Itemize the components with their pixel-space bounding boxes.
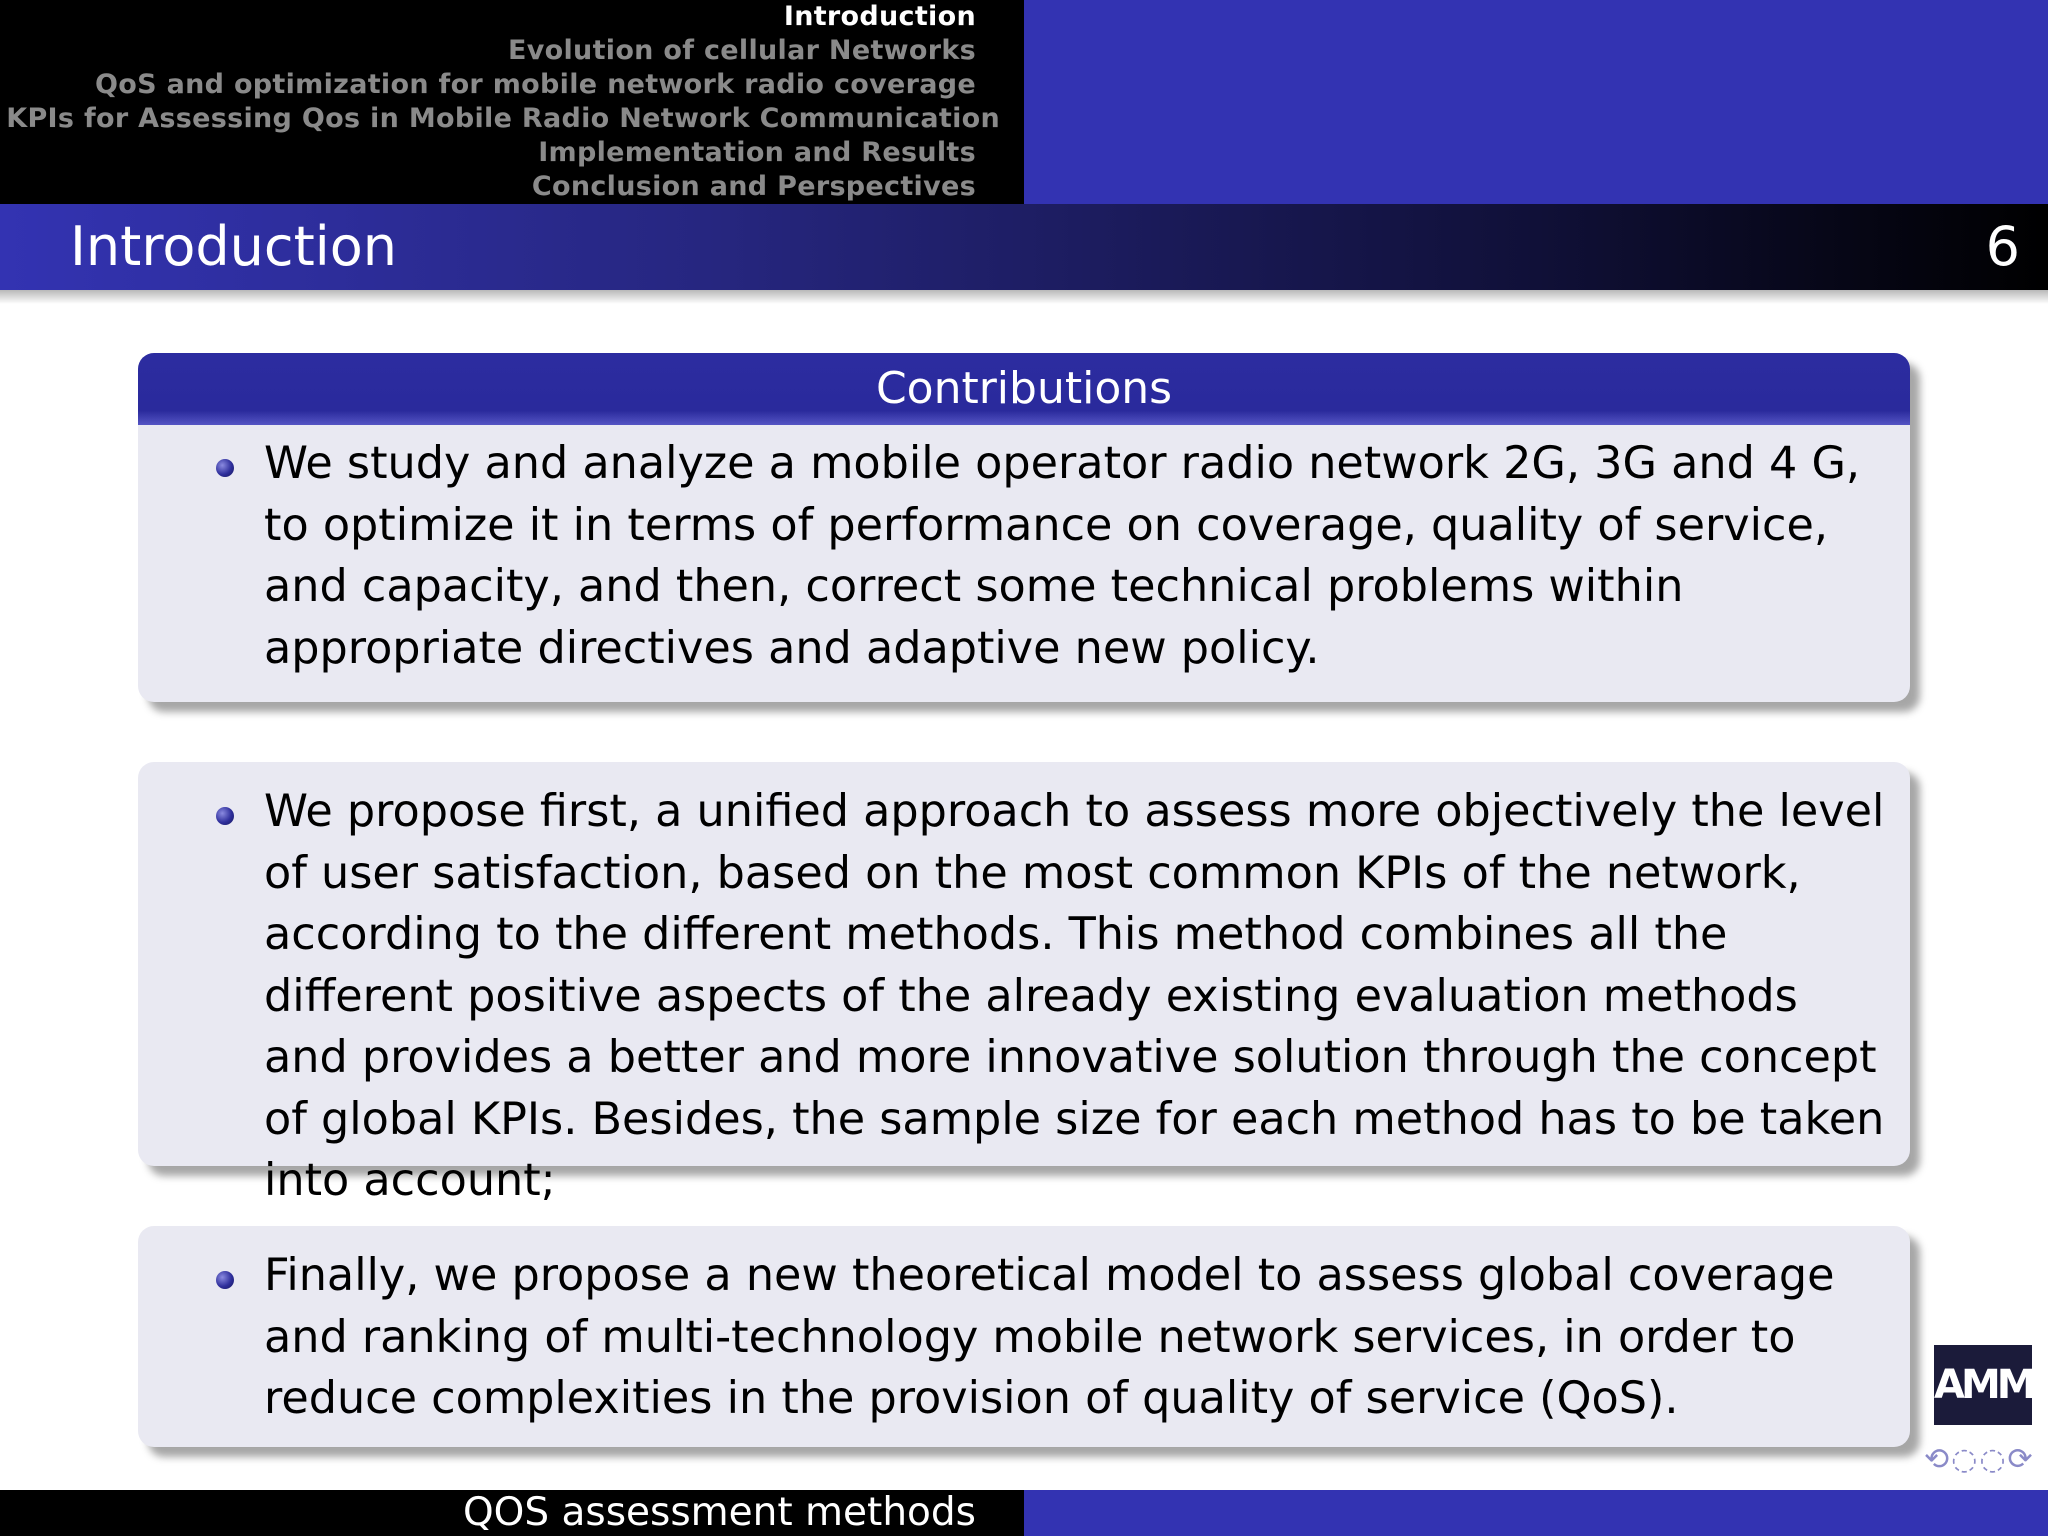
contribution-item-1: We study and analyze a mobile operator radio network 2G, 3G and 4 G, to optimize it in terms of performance on coverage, quality of service, and capacity, and then, correct some technical problems within appropriate directives and adaptive new policy. xyxy=(264,438,1861,674)
frame-title: Introduction xyxy=(70,215,398,278)
block-body xyxy=(138,425,1910,679)
slide-number: 6 xyxy=(1985,215,2020,278)
block-title: Contributions xyxy=(138,353,1910,425)
nav-section-conclusion[interactable]: Conclusion and Perspectives xyxy=(531,171,976,202)
footer-left-panel xyxy=(0,1490,1024,1536)
contributions-block xyxy=(138,353,1910,702)
nav-section-introduction[interactable]: Introduction xyxy=(783,1,976,32)
frame-title-bar xyxy=(0,204,2048,290)
beamer-navigation-icons[interactable]: ⟲◌◌⟳ xyxy=(1924,1442,2035,1477)
block-body xyxy=(138,1226,1910,1430)
nav-section-kpis[interactable]: KPIs for Assessing Qos in Mobile Radio Network Communication xyxy=(6,103,1000,134)
title-bar-shadow xyxy=(0,290,2048,304)
bullet-icon xyxy=(216,1271,234,1289)
contribution-block-3 xyxy=(138,1226,1910,1447)
section-navigation-panel xyxy=(0,0,1024,204)
bullet-icon xyxy=(216,459,234,477)
nav-section-qos-optimization[interactable]: QoS and optimization for mobile network radio coverage xyxy=(95,69,976,100)
contribution-item-3: Finally, we propose a new theoretical model to assess global coverage and ranking of multi-technology mobile network services, in order to reduce complexities in the provision of quality of service (QoS). xyxy=(264,1250,1835,1424)
footer-title: QOS assessment methods xyxy=(462,1490,976,1535)
footer-right-panel xyxy=(1024,1490,2048,1536)
contribution-item-2: We propose first, a unified approach to assess more objectively the level of user satisfaction, based on the most common KPIs of the network, according to the different methods. This method combines all the different positive aspects of the already existing evaluation methods and provides a better and more innovative solution through the concept of global KPIs. Besides, the sample size for each method has to be taken into account; xyxy=(264,786,1885,1206)
nav-section-evolution[interactable]: Evolution of cellular Networks xyxy=(508,35,976,66)
block-body xyxy=(138,762,1910,1212)
nav-section-implementation[interactable]: Implementation and Results xyxy=(538,137,976,168)
header-color-panel xyxy=(1024,0,2048,204)
section-navigation-list xyxy=(6,0,1000,204)
contribution-block-2 xyxy=(138,762,1910,1206)
ammi-logo: AMMI) xyxy=(1934,1345,2032,1425)
bullet-icon xyxy=(216,807,234,825)
